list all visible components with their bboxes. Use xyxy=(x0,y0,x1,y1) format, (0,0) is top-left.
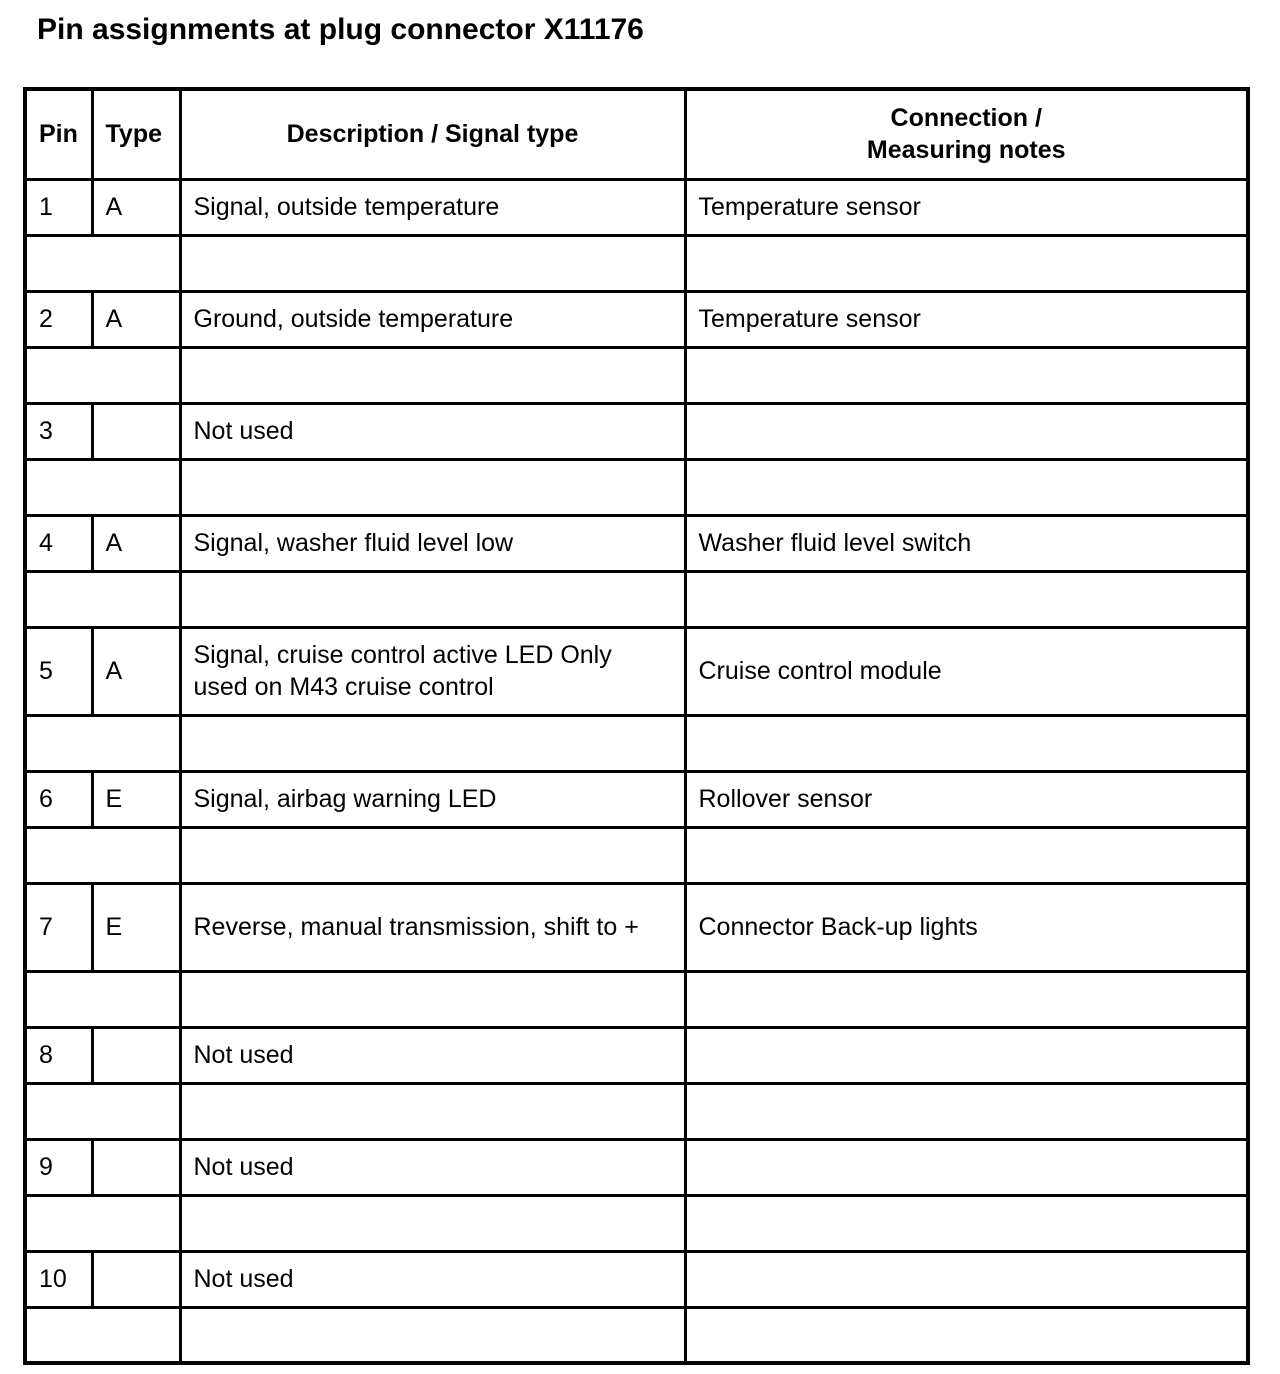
pin-cell: 7 xyxy=(25,883,92,971)
type-cell xyxy=(92,403,180,459)
table-row xyxy=(25,291,1248,347)
table-row xyxy=(25,627,1248,715)
table-row xyxy=(25,515,1248,571)
spacer-row xyxy=(25,1195,1248,1251)
pin-cell: 8 xyxy=(25,1027,92,1083)
spacer-row xyxy=(25,971,1248,1027)
header-pin: Pin xyxy=(25,89,92,179)
header-connection xyxy=(685,89,1248,179)
description-cell: Ground, outside temperature xyxy=(180,291,685,347)
description-cell: Signal, cruise control active LED Only used on M43 cruise control xyxy=(180,627,685,715)
spacer-row xyxy=(25,459,1248,515)
spacer-row xyxy=(25,715,1248,771)
description-cell: Not used xyxy=(180,1251,685,1307)
table-row xyxy=(25,1027,1248,1083)
header-connection-line1: Connection / xyxy=(890,104,1042,133)
table-row xyxy=(25,883,1248,971)
table-row xyxy=(25,1251,1248,1307)
table-header-row xyxy=(25,89,1248,179)
connection-cell xyxy=(685,1251,1248,1307)
description-cell: Signal, washer fluid level low xyxy=(180,515,685,571)
type-cell xyxy=(92,1027,180,1083)
connection-cell xyxy=(685,1139,1248,1195)
pin-cell: 2 xyxy=(25,291,92,347)
table-row xyxy=(25,403,1248,459)
pin-cell: 6 xyxy=(25,771,92,827)
connection-cell: Rollover sensor xyxy=(685,771,1248,827)
spacer-row xyxy=(25,235,1248,291)
header-description: Description / Signal type xyxy=(180,89,685,179)
description-cell: Reverse, manual transmission, shift to + xyxy=(180,883,685,971)
type-cell: A xyxy=(92,627,180,715)
table-row xyxy=(25,771,1248,827)
pin-cell: 5 xyxy=(25,627,92,715)
connection-cell: Temperature sensor xyxy=(685,179,1248,235)
spacer-row xyxy=(25,571,1248,627)
spacer-row xyxy=(25,827,1248,883)
spacer-row xyxy=(25,1083,1248,1139)
connection-cell xyxy=(685,1027,1248,1083)
pin-assignment-table xyxy=(23,87,1250,1365)
type-cell: A xyxy=(92,179,180,235)
description-cell: Not used xyxy=(180,403,685,459)
type-cell xyxy=(92,1251,180,1307)
type-cell: A xyxy=(92,291,180,347)
connection-cell xyxy=(685,403,1248,459)
page-title: Pin assignments at plug connector X11176 xyxy=(37,13,644,46)
pin-cell: 3 xyxy=(25,403,92,459)
header-type: Type xyxy=(92,89,180,179)
connection-cell: Connector Back-up lights xyxy=(685,883,1248,971)
description-cell: Not used xyxy=(180,1027,685,1083)
type-cell: A xyxy=(92,515,180,571)
description-cell: Not used xyxy=(180,1139,685,1195)
header-connection-line2: Measuring notes xyxy=(866,136,1066,165)
pin-cell: 1 xyxy=(25,179,92,235)
type-cell: E xyxy=(92,883,180,971)
table-row xyxy=(25,1139,1248,1195)
table-row xyxy=(25,179,1248,235)
description-cell: Signal, airbag warning LED xyxy=(180,771,685,827)
pin-cell: 4 xyxy=(25,515,92,571)
type-cell: E xyxy=(92,771,180,827)
pin-cell: 9 xyxy=(25,1139,92,1195)
connection-cell: Temperature sensor xyxy=(685,291,1248,347)
spacer-row xyxy=(25,1307,1248,1363)
description-cell: Signal, outside temperature xyxy=(180,179,685,235)
connection-cell: Washer fluid level switch xyxy=(685,515,1248,571)
pin-cell: 10 xyxy=(25,1251,92,1307)
connection-cell: Cruise control module xyxy=(685,627,1248,715)
spacer-row xyxy=(25,347,1248,403)
type-cell xyxy=(92,1139,180,1195)
